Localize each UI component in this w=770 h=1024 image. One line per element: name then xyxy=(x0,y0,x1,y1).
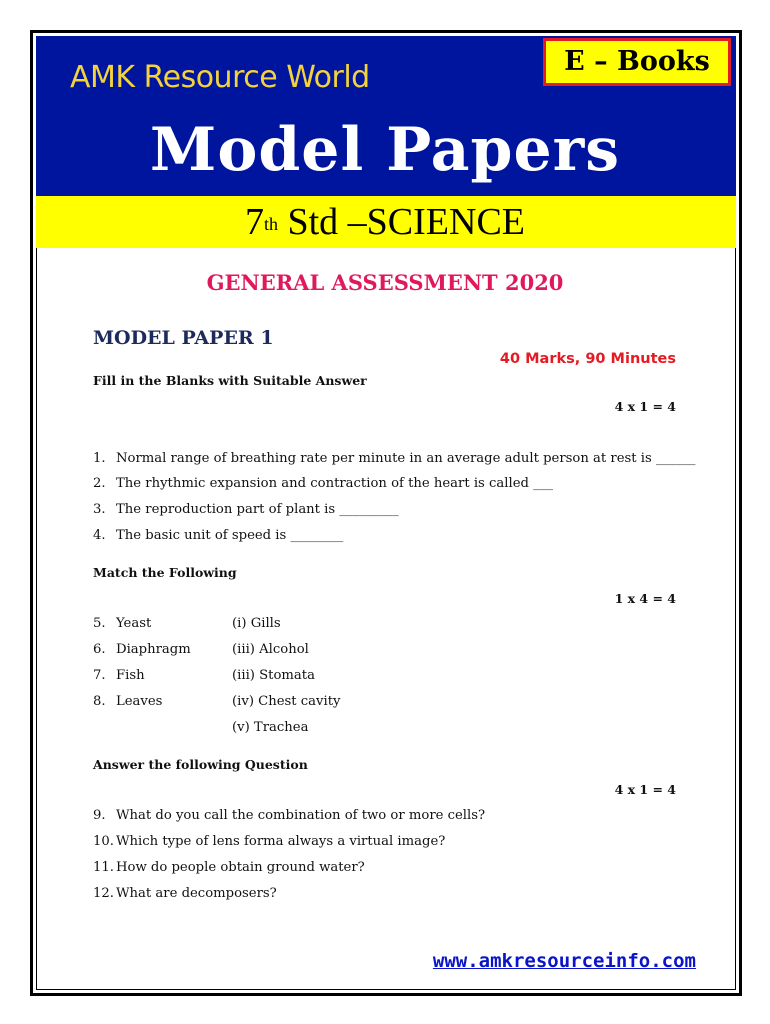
question-number: 7. xyxy=(93,668,106,683)
section-score: 4 x 1 = 4 xyxy=(614,782,676,797)
section-heading: Match the Following xyxy=(93,565,237,580)
marks-time: 40 Marks, 90 Minutes xyxy=(499,351,676,367)
question-number: 6. xyxy=(93,642,106,657)
question-item xyxy=(93,886,277,901)
match-left-item xyxy=(93,616,151,631)
question-item xyxy=(93,808,485,823)
section-score: 1 x 4 = 4 xyxy=(614,591,676,606)
assessment-title: GENERAL ASSESSMENT 2020 xyxy=(206,270,564,295)
question-text: The rhythmic expansion and contraction of the heart is called ___ xyxy=(116,476,553,491)
subject-heading xyxy=(0,198,770,246)
match-right-item: (iv) Chest cavity xyxy=(232,694,341,709)
section-heading: Answer the following Question xyxy=(93,757,308,772)
subject-name: Std –SCIENCE xyxy=(277,201,526,243)
match-right-item: (iii) Stomata xyxy=(232,668,315,683)
question-item xyxy=(93,834,445,849)
question-text: The basic unit of speed is ________ xyxy=(116,528,344,543)
question-number: 4. xyxy=(93,528,106,543)
main-title: Model Papers xyxy=(149,115,621,185)
question-text: Which type of lens forma always a virtual image? xyxy=(116,834,446,849)
question-text: What do you call the combination of two or more cells? xyxy=(116,808,486,823)
brand-title: AMK Resource World xyxy=(70,60,370,95)
question-text: The reproduction part of plant is _________ xyxy=(116,502,399,517)
match-left-item xyxy=(93,668,145,683)
question-number: 2. xyxy=(93,476,106,491)
section-heading: Fill in the Blanks with Suitable Answer xyxy=(93,373,367,388)
ebooks-badge: E – Books xyxy=(543,38,731,86)
question-item xyxy=(93,451,696,466)
paper-title: MODEL PAPER 1 xyxy=(93,327,274,349)
question-text: What are decomposers? xyxy=(116,886,277,901)
question-number: 3. xyxy=(93,502,106,517)
question-item xyxy=(93,476,553,491)
match-left-text: Leaves xyxy=(116,694,163,709)
match-left-text: Diaphragm xyxy=(116,642,191,657)
match-left-item xyxy=(93,642,191,657)
question-number: 5. xyxy=(93,616,106,631)
question-number: 10. xyxy=(93,834,114,849)
question-number: 1. xyxy=(93,451,106,466)
question-text: How do people obtain ground water? xyxy=(116,860,365,875)
match-right-item: (iii) Alcohol xyxy=(232,642,309,657)
question-number: 9. xyxy=(93,808,106,823)
question-number: 8. xyxy=(93,694,106,709)
question-item xyxy=(93,528,343,543)
question-text: Normal range of breathing rate per minute in an average adult person at rest is ______ xyxy=(116,451,696,466)
website-link[interactable]: www.amkresourceinfo.com xyxy=(432,950,696,972)
match-right-item: (v) Trachea xyxy=(232,720,309,735)
question-number: 11. xyxy=(93,860,114,875)
question-item xyxy=(93,860,365,875)
match-right-item: (i) Gills xyxy=(232,616,281,631)
subject-grade-suffix: th xyxy=(263,214,278,234)
question-item xyxy=(93,502,399,517)
match-left-text: Yeast xyxy=(116,616,152,631)
subject-grade: 7 xyxy=(244,201,264,243)
question-number: 12. xyxy=(93,886,114,901)
match-left-item xyxy=(93,694,162,709)
match-left-text: Fish xyxy=(116,668,145,683)
section-score: 4 x 1 = 4 xyxy=(614,399,676,414)
